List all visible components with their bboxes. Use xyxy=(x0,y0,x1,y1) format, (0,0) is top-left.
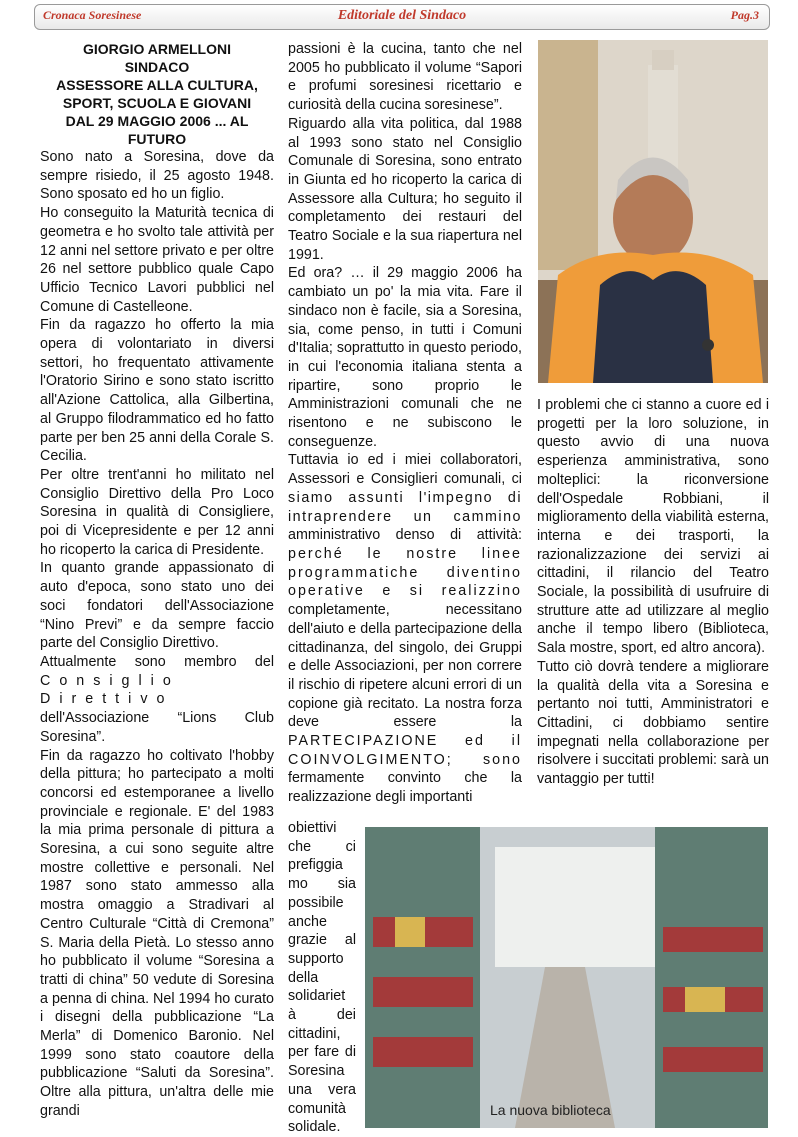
author-name: GIORGIO ARMELLONI xyxy=(82,41,232,57)
paragraph: Fin da ragazzo ho coltivato l'hobby della pittura; ho partecipato a molti concorsi ed estemporanee a livello provinciale e regionale. E' del 1983 la mia prima personale di pittura a Soresina, a cui sono seguite altre mostre collettive e personali. Nel 1987 sono stato ammesso alla mostra omaggio a Stradivari al Centro Culturale “Città di Cremona” S. Maria della Pietà. Lo stesso anno ho pubblicato il volume “Soresina a tratti di china” 50 vedute di Soresina a penna di china. Nel 1994 ho curato i disegni della pubblicazione “La Merla” di Domenico Baronio. Nel 1999 sono stato coautore della pubblicazione “Saluti da Soresina”. Oltre alla pittura, un'altra delle mie grandi xyxy=(40,747,274,1119)
text-run: Consiglio Direttivo xyxy=(40,672,180,708)
paragraph: I problemi che ci stanno a cuore ed i progetti per la loro soluzione, in questo avvio di una nuova esperienza amministrativa, sono molteplici: la riconversione dell'Ospedale Robbiani, il miglioramento della viabilità esterna, interna e dei trasporti, la razionalizzazione dei servizi ai cittadini, il rilancio del Teatro Sociale, la possibilità di usufruire di strutture atte ad utilizzare al meglio anche il tempo libero (Biblioteca, Sala mostre, sport, ed altro ancora). xyxy=(537,397,769,657)
text-run: dell'Associazione “Lions Club Soresina”. xyxy=(40,710,274,745)
library-illustration xyxy=(365,827,768,1128)
page-header xyxy=(34,4,770,30)
text-run: Tuttavia io ed i miei collaboratori, Assessori e Consiglieri comunali, ci xyxy=(288,452,522,488)
text-run: siamo assunti l'impegno di intraprendere un cammino xyxy=(288,489,522,525)
text-run: completamente, necessitano dell'aiuto e della partecipazione della cittadinanza, del singolo, dei Gruppi e delle Associazioni, per non correre il rischio di ripetere alcuni errori di un copione già recitato. La nostra forza deve essere la xyxy=(288,602,522,731)
paragraph: Per oltre trent'anni ho militato nel Consiglio Direttivo della Pro Loco Soresina in qualità di Consigliere, poi di Vicepresidente e per 12 anni ho ricoperto la carica di Presidente. xyxy=(40,466,274,558)
article-column-1 xyxy=(40,40,274,1121)
paragraph: Ho conseguito la Maturità tecnica di geometra e ho svolto tale attività per 12 anni nel settore privato e per oltre 26 nel settore pubblico quale Capo Ufficio Tecnico Lavori pubblici nel Comune di Castelleone. xyxy=(40,205,274,315)
paragraph: Fin da ragazzo ho offerto la mia opera di volontariato in diversi settori, ho frequentato attivamente l'Oratorio Sirino e sono stato iscritto all'Azione Cattolica, alla Gilbertina, al Gruppo filodrammatico ed ho fatto parte per ben 25 anni della Corale S. Cecilia. xyxy=(40,317,274,465)
library-photo xyxy=(365,827,768,1128)
paragraph: Riguardo alla vita politica, dal 1988 al 1993 sono stato nel Consiglio Comunale di Soresina, sono entrato in Giunta ed ho ricoperto la carica di Assessore alla Cultura; ho seguito il completamento dei restauri del Teatro Sociale e la sua riapertura nel 1991. xyxy=(288,115,522,263)
page-number: Pag.3 xyxy=(730,8,759,22)
text-run: Attualmente sono membro del xyxy=(40,653,274,670)
article-column-3 xyxy=(537,396,769,789)
paragraph: passioni è la cucina, tanto che nel 2005 ho pubblicato il volume “Sapori e profumi soresinesi ricettario e curiosità della cucina soresinese”. xyxy=(288,41,522,114)
paragraph: Sono nato a Soresina, dove da sempre risiedo, il 25 agosto 1948. Sono sposato ed ho un figlio. xyxy=(40,149,274,203)
photo-caption: La nuova biblioteca xyxy=(490,1102,611,1118)
paragraph: Tutto ciò dovrà tendere a migliorare la qualità della vita a Soresina e pertanto noi tutti, Amministratori e Cittadini, ci dobbiamo sentire impegnati nella collaborazione per risolvere i succitati problemi: sarà un vantaggio per tutti! xyxy=(537,658,769,788)
text-run: perché le nostre linee programmatiche diventino operative e si realizzino xyxy=(288,545,522,600)
article-column-2 xyxy=(288,40,522,807)
article-title: DAL 29 MAGGIO 2006 ... AL FUTURO xyxy=(65,113,249,147)
paragraph: In quanto grande appassionato di auto d'epoca, sono stato uno dei soci fondatori dell'Associazione “Nino Previ” e da sempre faccio parte del Consiglio Direttivo. xyxy=(40,560,274,652)
portrait-illustration xyxy=(538,40,768,383)
text-run: amministrativo denso di attività: xyxy=(288,527,522,544)
article-column-2-narrow: obiettivi che ci prefiggia mo sia possibile anche grazie al supporto della solidariet à dei cittadini, per fare di Soresina una vera comunità solidale. xyxy=(288,820,356,1136)
section-title: Editoriale del Sindaco xyxy=(337,8,467,23)
text-run: fermamente convinto che la realizzazione degli importanti xyxy=(288,770,522,806)
mayor-portrait-photo xyxy=(538,40,768,383)
author-role: SINDACO xyxy=(124,59,190,75)
author-role-line-3: SPORT, SCUOLA E GIOVANI xyxy=(62,95,252,111)
paragraph xyxy=(288,451,522,806)
text-run: PARTECIPAZIONE ed il COINVOLGIMENTO; sono xyxy=(288,733,522,768)
publication-name: Cronaca Soresinese xyxy=(43,8,142,22)
paragraph xyxy=(40,653,274,747)
author-role-line-2: ASSESSORE ALLA CULTURA, xyxy=(56,77,258,93)
paragraph: Ed ora? … il 29 maggio 2006 ha cambiato un po' la mia vita. Fare il sindaco non è facile, sia a Soresina, sia, come penso, in tutti i Comuni d'Italia; soprattutto in questo periodo, in cui l'economia italiana stenta a ripartire, sono proprio le Amministrazioni comunali che ne risentono e ne subiscono le conseguenze. xyxy=(288,265,523,450)
